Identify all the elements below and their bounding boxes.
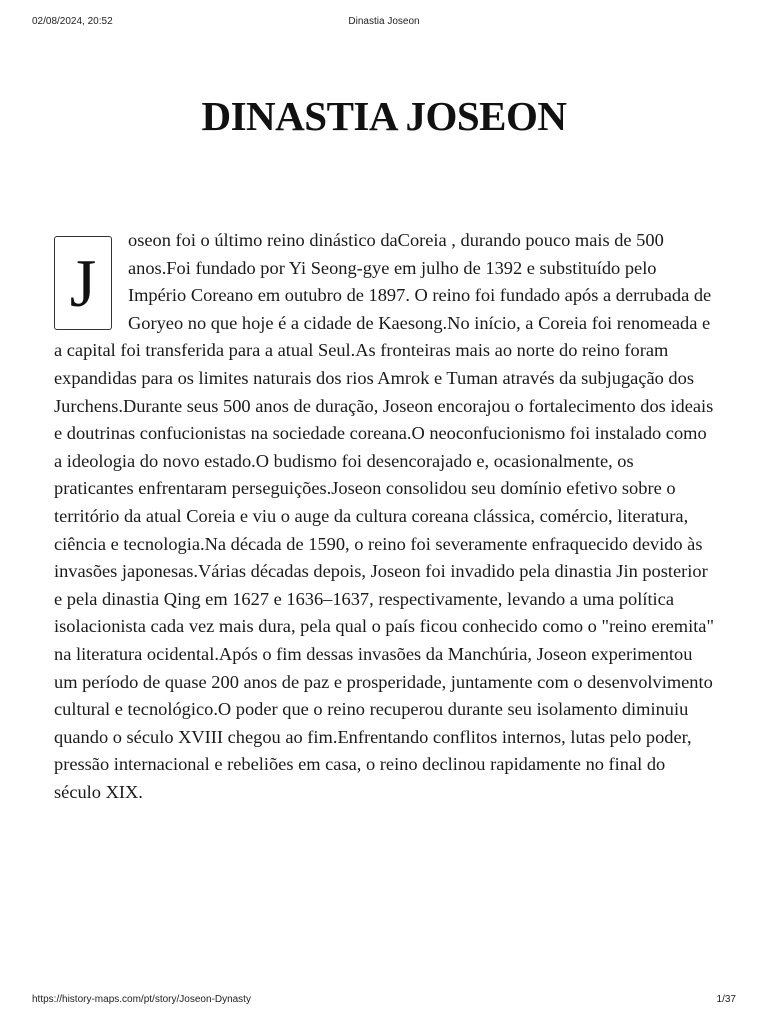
print-header [32,16,736,30]
article-body [54,227,716,806]
print-doc-title: Dinastia Joseon [348,16,420,27]
article-text: oseon foi o último reino dinástico daCoreia , durando pouco mais de 500 anos.Foi fundado por Yi Seong-gye em julho de 1392 e substituído pelo Império Coreano em outubro de 1897. O reino foi fundado após a derrubada de Goryeo no que hoje é a cidade de Kaesong.No início, a Coreia foi renomeada e a capital foi transferida para a atual Seul.As fronteiras mais ao norte do reino foram expandidas para os limites naturais dos rios Amrok e Tuman através da subjugação dos Jurchens.Durante seus 500 anos de duração, Joseon encorajou o fortalecimento dos ideais e doutrinas confucionistas na sociedade coreana.O neoconfucionismo foi instalado como a ideologia do novo estado.O budismo foi desencorajado e, ocasionalmente, os praticantes enfrentaram perseguições.Joseon consolidou seu domínio efetivo sobre o território da atual Coreia e viu o auge da cultura coreana clássica, comércio, literatura, ciência e tecnologia.Na década de 1590, o reino foi severamente enfraquecido devido às invasões japonesas.Várias décadas depois, Joseon foi invadido pela dinastia Jin posterior e pela dinastia Qing em 1627 e 1636–1637, respectivamente, levando a uma política isolacionista cada vez mais dura, pela qual o país ficou conhecido como o "reino eremita" na literatura ocidental.Após o fim dessas invasões da Manchúria, Joseon experimentou um período de quase 200 anos de paz e prosperidade, juntamente com o desenvolvimento cultural e tecnológico.O poder que o reino recuperou durante seu isolamento diminuiu quando o século XVIII chegou ao fim.Enfrentando conflitos internos, lutas pelo poder, pressão internacional e rebeliões em casa, o reino declinou rapidamente no final do século XIX. [54,230,714,802]
source-url: https://history-maps.com/pt/story/Joseon-Dynasty [32,994,251,1005]
drop-cap: J [54,236,112,330]
print-footer [32,994,736,1008]
print-datetime: 02/08/2024, 20:52 [32,16,113,27]
page-title: DINASTIA JOSEON [201,93,567,139]
page-indicator: 1/37 [716,994,736,1005]
